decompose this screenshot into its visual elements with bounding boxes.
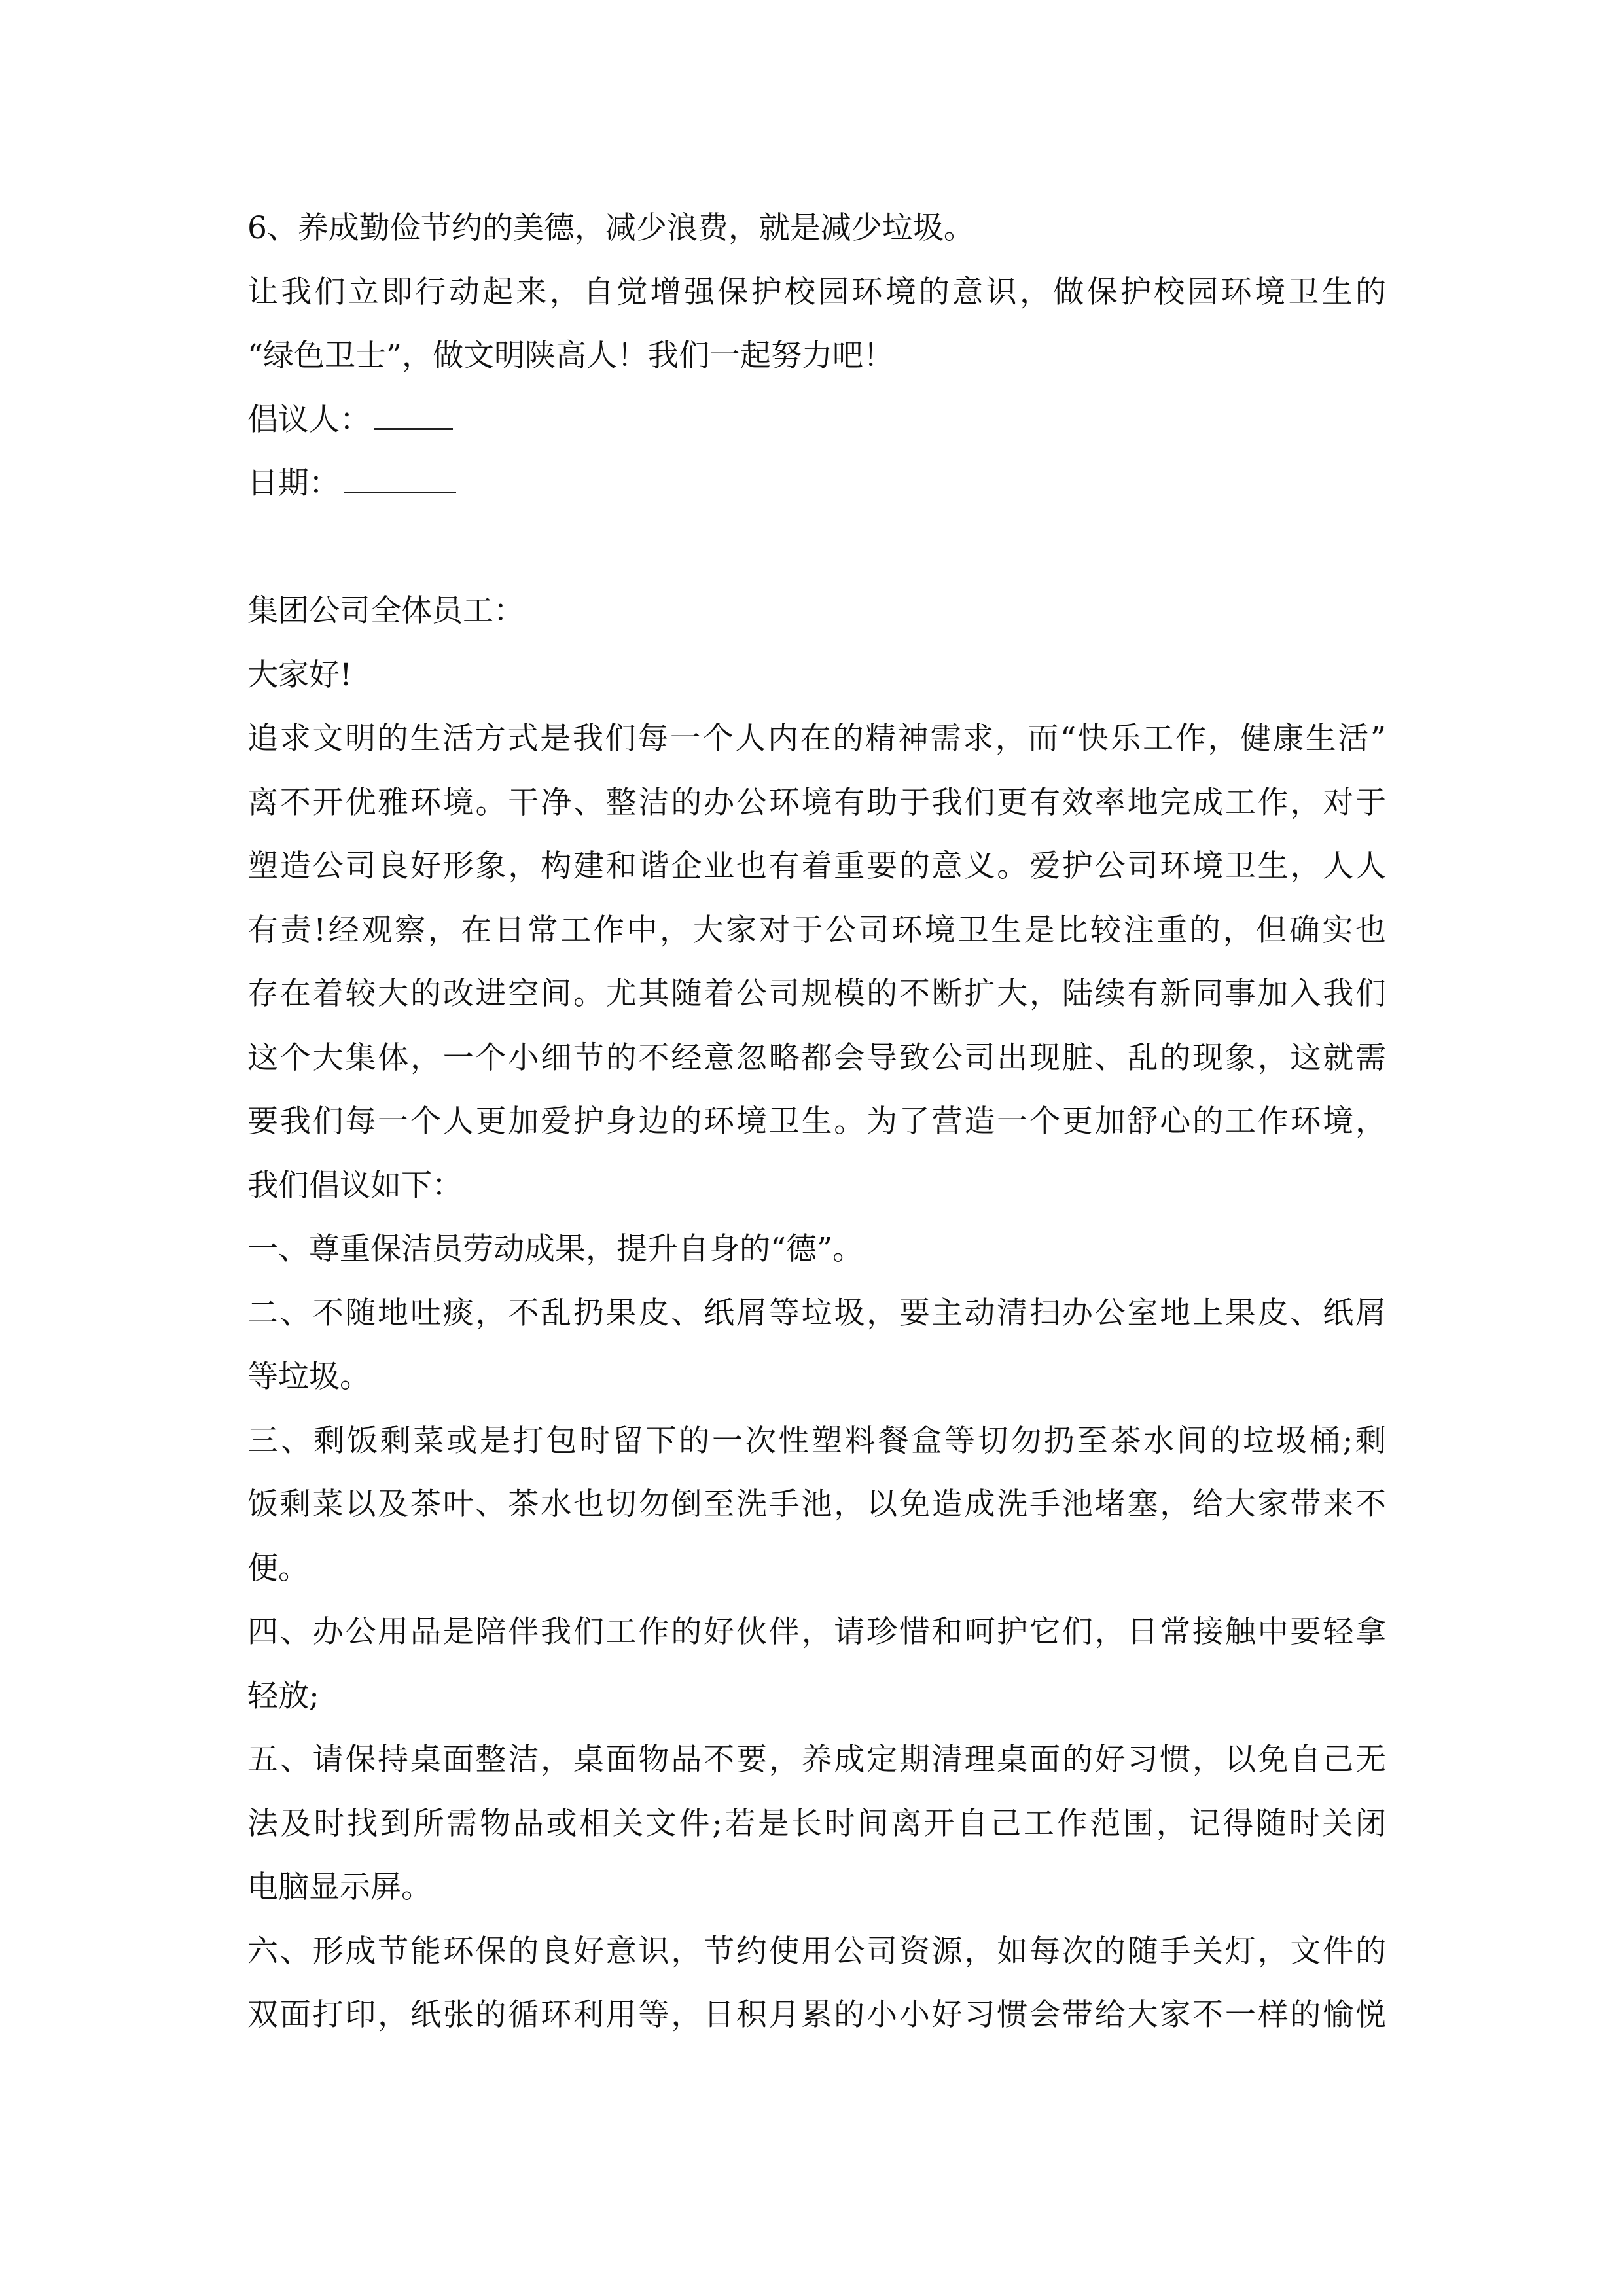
proposal-item-4-line-1: 四、办公用品是陪伴我们工作的好伙伴，请珍惜和呵护它们，日常接触中要轻拿 [247, 1614, 1386, 1650]
proposal-item-2-line-2: 等垃圾。 [247, 1359, 370, 1395]
intro-line-3: 塑造公司良好形象，构建和谐企业也有着重要的意义。爱护公司环境卫生，人人 [247, 848, 1386, 884]
proposal-item-6-line-1: 六、形成节能环保的良好意识，节约使用公司资源，如每次的随手关灯，文件的 [247, 1933, 1386, 1969]
document-body [247, 196, 1386, 2047]
proposal-item-3-line-1: 三、剩饭剩菜或是打包时留下的一次性塑料餐盒等切勿扔至茶水间的垃圾桶;剩 [247, 1422, 1386, 1459]
proposal-item-5-line-1: 五、请保持桌面整洁，桌面物品不要，养成定期清理桌面的好习惯，以免自己无 [247, 1742, 1386, 1778]
call-to-action-line-2: “绿色卫士”，做文明陕高人！我们一起努力吧！ [247, 338, 895, 374]
date-signature-line [247, 452, 1386, 516]
call-to-action-line-1: 让我们立即行动起来，自觉增强保护校园环境的意识，做保护校园环境卫生的 [247, 274, 1386, 310]
intro-line-1: 追求文明的生活方式是我们每一个人内在的精神需求，而“快乐工作，健康生活” [247, 721, 1386, 757]
intro-line-5: 存在着较大的改进空间。尤其随着公司规模的不断扩大，陆续有新同事加入我们 [247, 976, 1386, 1012]
intro-line-8: 我们倡议如下： [247, 1167, 463, 1204]
initiator-label: 倡议人： [247, 401, 370, 438]
intro-line-4: 有责!经观察，在日常工作中，大家对于公司环境卫生是比较注重的，但确实也 [247, 912, 1386, 948]
greeting: 大家好! [247, 656, 352, 693]
proposal-item-3-line-2: 饭剩菜以及茶叶、茶水也切勿倒至洗手池，以免造成洗手池堵塞，给大家带来不 [247, 1486, 1386, 1522]
intro-line-7: 要我们每一个人更加爱护身边的环境卫生。为了营造一个更加舒心的工作环境， [247, 1103, 1386, 1139]
date-blank [344, 465, 456, 493]
proposal-item-1: 一、尊重保洁员劳动成果，提升自身的“德”。 [247, 1231, 864, 1267]
proposal-item-5-line-3: 电脑显示屏。 [247, 1869, 432, 1905]
proposal-item-2-line-1: 二、不随地吐痰，不乱扔果皮、纸屑等垃圾，要主动清扫办公室地上果皮、纸屑 [247, 1295, 1386, 1331]
section-gap [247, 516, 1386, 580]
salutation: 集团公司全体员工： [247, 593, 524, 629]
proposal-item-5-line-2: 法及时找到所需物品或相关文件;若是长时间离开自己工作范围，记得随时关闭 [247, 1805, 1386, 1842]
intro-line-6: 这个大集体，一个小细节的不经意忽略都会导致公司出现脏、乱的现象，这就需 [247, 1039, 1386, 1076]
initiator-blank [374, 402, 453, 430]
item-6-thrift: 6、养成勤俭节约的美德，减少浪费，就是减少垃圾。 [247, 210, 974, 246]
proposal-item-6-line-2: 双面打印，纸张的循环利用等，日积月累的小小好习惯会带给大家不一样的愉悦 [247, 1997, 1386, 2033]
intro-line-2: 离不开优雅环境。干净、整洁的办公环境有助于我们更有效率地完成工作，对于 [247, 784, 1386, 821]
proposal-item-3-line-3: 便。 [247, 1550, 309, 1587]
proposal-item-4-line-2: 轻放; [247, 1677, 319, 1714]
date-label: 日期： [247, 465, 340, 501]
initiator-signature-line [247, 388, 1386, 452]
